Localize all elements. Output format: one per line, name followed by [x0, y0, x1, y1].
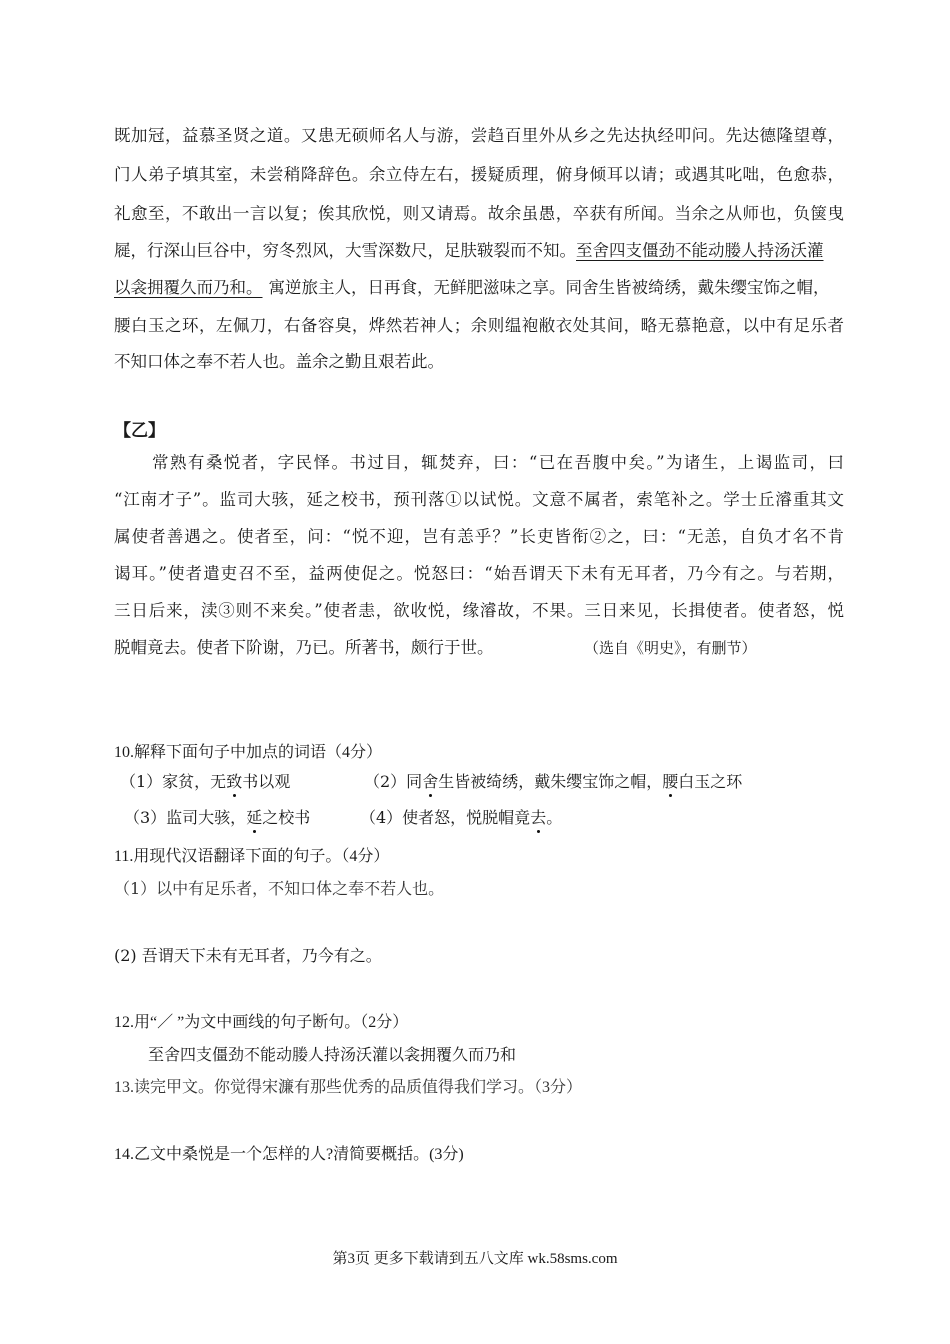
underlined-sentence-part2: 以衾拥覆久而乃和。: [114, 278, 263, 297]
underlined-sentence-part1: 至舍四支僵劲不能动媵人持汤沃灌: [576, 241, 824, 260]
yi-line-6: [114, 638, 844, 658]
jia-line-5-rest: 寓逆旅主人，日再食，无鲜肥滋味之享。同舍生皆被绮绣，戴朱缨宝饰之帽，: [268, 278, 830, 297]
yi-line-5: 三日后来，渎③则不来矣。”使者恚，欲收悦，缘濬故，不果。三日来见，长揖使者。使者怒，悦: [114, 601, 844, 620]
q10-item-2: [364, 769, 742, 792]
q10-item-3-pre: （3）监司大骇，: [124, 808, 247, 827]
q10-item-3-dotted: 延: [246, 808, 263, 827]
yi-line-1: 常熟有桑悦者，字民怿。书过目，辄焚弃，曰：“已在吾腹中矣。”为诸生，上谒监司，曰: [152, 453, 844, 472]
q10-item-2-dotted: 舍: [422, 772, 439, 791]
question-12: 12.用“／ ”为文中画线的句子断句。（2分）: [114, 1014, 409, 1031]
q10-item-1-pre: （1）家贫，无: [120, 772, 227, 791]
q11-part-1: （1）以中有足乐者，不知口体之奉不若人也。: [114, 879, 445, 898]
q10-item-3: [124, 805, 310, 828]
q10-item-4-pre: （4）使者怒，悦脱帽竟: [360, 808, 531, 827]
question-13: 13.读完甲文。你觉得宋濂有那些优秀的品质值得我们学习。（3分）: [114, 1079, 583, 1096]
question-11: 11.用现代汉语翻译下面的句子。（4分）: [114, 848, 390, 865]
q10-item-1-post: 书以观: [242, 772, 291, 791]
yi-line-2: “江南才子”。监司大骇，延之校书，预刊落①以试悦。文意不属者，索笔补之。学士丘濬重其文: [114, 490, 844, 509]
jia-line-5: [114, 278, 844, 298]
q10-item-4: [360, 805, 562, 828]
yi-line-6-text: 脱帽竟去。使者下阶谢，乃已。所著书，颇行于世。: [114, 638, 494, 657]
q10-item-2-dotted-2: 腰: [662, 772, 679, 791]
jia-line-1: 既加冠，益慕圣贤之道。又患无硕师名人与游，尝趋百里外从乡之先达执经叩问。先达德隆望尊，: [114, 126, 844, 145]
source-note: （选自《明史》，有删节）: [584, 639, 757, 657]
jia-line-3: 礼愈至，不敢出一言以复；俟其欣悦，则又请焉。故余虽愚，卒获有所闻。当余之从师也，负箧曳: [114, 204, 844, 223]
q10-item-2-post: 生皆被绮绣，戴朱缨宝饰之帽，: [438, 772, 663, 791]
q10-item-4-dotted: 去: [530, 808, 547, 827]
yi-line-4: 谒耳。”使者遣吏召不至，益两使促之。悦怒曰：“始吾谓天下未有无耳者，乃今有之。与若期，: [114, 564, 844, 583]
q11-part-2: (2) 吾谓天下未有无耳者，乃今有之。: [114, 946, 382, 965]
question-10: 10.解释下面句子中加点的词语（4分）: [114, 744, 383, 761]
jia-line-7: 不知口体之奉不若人也。盖余之勤且艰若此。: [114, 352, 444, 371]
yi-heading: 【乙】: [114, 421, 165, 441]
jia-line-4: [114, 241, 844, 261]
q10-item-2-pre: （2）同: [364, 772, 423, 791]
q12-sentence: 至舍四支僵劲不能动媵人持汤沃灌以衾拥覆久而乃和: [148, 1045, 517, 1064]
q10-item-2-post-2: 白玉之环: [678, 772, 743, 791]
q10-item-1-dotted: 致: [226, 772, 243, 791]
jia-line-6: 腰白玉之环，左佩刀，右备容臭，烨然若神人；余则缊袍敝衣处其间，略无慕艳意，以中有足乐者: [114, 316, 844, 335]
yi-line-3: 属使者善遇之。使者至，问：“悦不迎，岂有恙乎？”长吏皆衔②之，曰：“无恙，自负才名不肯: [114, 527, 844, 546]
q10-item-3-post: 之校书: [262, 808, 311, 827]
page-footer: 第3页 更多下载请到五八文库 wk.58sms.com: [332, 1251, 618, 1267]
jia-line-2: 门人弟子填其室，未尝稍降辞色。余立侍左右，援疑质理，俯身倾耳以请；或遇其叱咄，色愈恭，: [114, 165, 844, 184]
question-14: 14.乙文中桑悦是一个怎样的人?清简要概括。(3分): [114, 1146, 464, 1163]
jia-line-4-text: 屣，行深山巨谷中，穷冬烈风，大雪深数尺，足肤皲裂而不知。: [114, 241, 576, 260]
q10-item-4-post: 。: [546, 808, 563, 827]
q10-item-1: [120, 769, 290, 792]
